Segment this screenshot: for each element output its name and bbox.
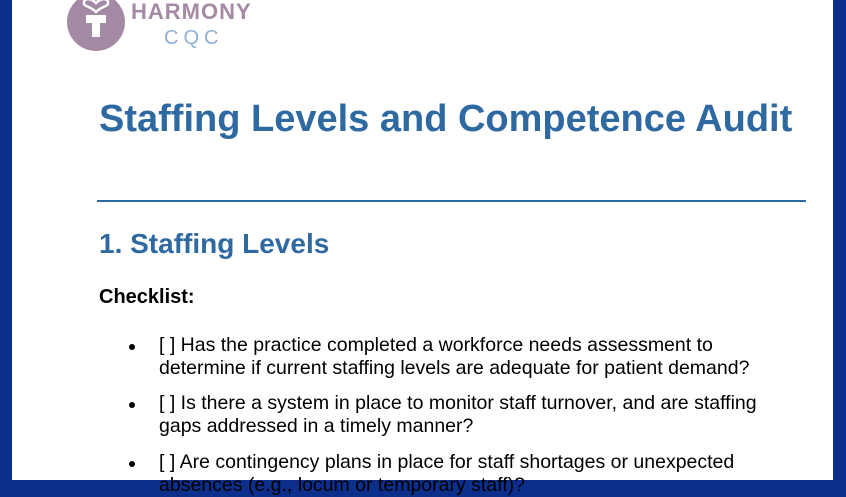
checklist-item-text: [ ] Are contingency plans in place for staff shortages or unexpected absences (e.g., locum or temporary staff)? [159, 451, 735, 496]
document-page [12, 0, 833, 496]
bullet-icon [129, 461, 135, 467]
title-divider [97, 200, 806, 202]
logo-subtitle: CQC [164, 27, 224, 49]
logo-name: HARMONY [131, 0, 252, 24]
section-heading: 1. Staffing Levels [99, 228, 330, 259]
checklist-label: Checklist: [99, 286, 195, 308]
checklist-item-text: [ ] Has the practice completed a workforce needs assessment to determine if current staffing levels are adequate for patient demand? [159, 334, 750, 379]
heart-cross-logo-icon [67, 0, 125, 51]
harmony-cqc-logo [67, 0, 267, 55]
bullet-icon [129, 402, 135, 408]
bullet-icon [129, 344, 135, 350]
checklist-item-text: [ ] Is there a system in place to monitor staff turnover, and are staffing gaps addressed in a timely manner? [159, 392, 757, 437]
page-title: Staffing Levels and Competence Audit [99, 98, 793, 140]
